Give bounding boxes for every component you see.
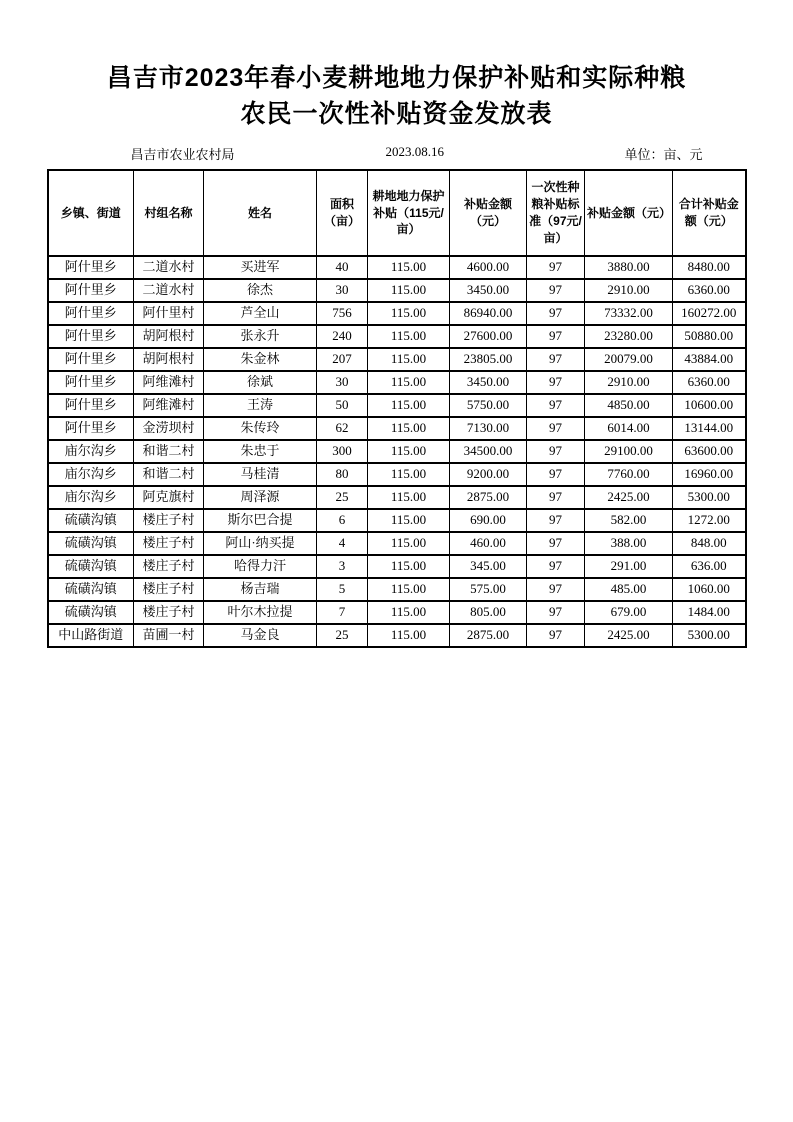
table-cell: 徐斌: [204, 371, 317, 394]
table-cell: 硫磺沟镇: [48, 555, 134, 578]
col-header-name: 姓名: [204, 170, 317, 256]
table-cell: 二道水村: [134, 279, 204, 302]
table-cell: 240: [317, 325, 368, 348]
table-cell: 杨吉瑞: [204, 578, 317, 601]
col-header-protection-amount: 补贴金额（元）: [450, 170, 527, 256]
table-cell: 25: [317, 624, 368, 647]
col-header-village: 村组名称: [134, 170, 204, 256]
table-cell: 和谐二村: [134, 463, 204, 486]
table-cell: 5: [317, 578, 368, 601]
title-line-1: 昌吉市2023年春小麦耕地地力保护补贴和实际种粮: [106, 64, 687, 92]
table-cell: 楼庄子村: [134, 601, 204, 624]
table-cell: 中山路街道: [48, 624, 134, 647]
table-cell: 97: [527, 440, 585, 463]
table-cell: 690.00: [450, 509, 527, 532]
table-cell: 97: [527, 509, 585, 532]
agency-name: 昌吉市农业农村局: [130, 147, 235, 162]
table-cell: 胡阿根村: [134, 325, 204, 348]
table-cell: 97: [527, 601, 585, 624]
table-row: [48, 394, 746, 417]
table-cell: 阿维滩村: [134, 394, 204, 417]
table-cell: 115.00: [368, 279, 450, 302]
table-cell: 阿什里乡: [48, 302, 134, 325]
table-cell: 30: [317, 371, 368, 394]
table-cell: 582.00: [585, 509, 673, 532]
table-cell: 679.00: [585, 601, 673, 624]
table-row: [48, 555, 746, 578]
table-cell: 1060.00: [673, 578, 746, 601]
table-cell: 97: [527, 578, 585, 601]
table-cell: 115.00: [368, 601, 450, 624]
table-header-row: [48, 170, 746, 256]
table-cell: 朱忠于: [204, 440, 317, 463]
table-cell: 庙尔沟乡: [48, 486, 134, 509]
table-cell: 1272.00: [673, 509, 746, 532]
table-row: [48, 417, 746, 440]
table-cell: 97: [527, 325, 585, 348]
table-cell: 27600.00: [450, 325, 527, 348]
table-cell: 苗圃一村: [134, 624, 204, 647]
table-cell: 7: [317, 601, 368, 624]
table-cell: 97: [527, 555, 585, 578]
table-cell: 160272.00: [673, 302, 746, 325]
table-cell: 芦全山: [204, 302, 317, 325]
table-cell: 16960.00: [673, 463, 746, 486]
table-cell: 62: [317, 417, 368, 440]
table-cell: 848.00: [673, 532, 746, 555]
table-cell: 2910.00: [585, 279, 673, 302]
table-cell: 楼庄子村: [134, 532, 204, 555]
table-cell: 115.00: [368, 417, 450, 440]
table-cell: 朱金林: [204, 348, 317, 371]
table-cell: 5750.00: [450, 394, 527, 417]
table-cell: 50: [317, 394, 368, 417]
table-cell: 王涛: [204, 394, 317, 417]
table-cell: 7130.00: [450, 417, 527, 440]
table-cell: 阿什里乡: [48, 394, 134, 417]
table-cell: 朱传玲: [204, 417, 317, 440]
table-cell: 哈得力汗: [204, 555, 317, 578]
table-cell: 楼庄子村: [134, 578, 204, 601]
table-cell: 40: [317, 256, 368, 279]
table-row: [48, 601, 746, 624]
table-cell: 周泽源: [204, 486, 317, 509]
table-cell: 阿什里乡: [48, 279, 134, 302]
table-cell: 2875.00: [450, 486, 527, 509]
table-cell: 115.00: [368, 325, 450, 348]
table-cell: 4: [317, 532, 368, 555]
table-cell: 硫磺沟镇: [48, 532, 134, 555]
table-cell: 6360.00: [673, 279, 746, 302]
table-cell: 34500.00: [450, 440, 527, 463]
table-cell: 买进军: [204, 256, 317, 279]
table-cell: 斯尔巴合提: [204, 509, 317, 532]
table-cell: 2910.00: [585, 371, 673, 394]
table-row: [48, 578, 746, 601]
table-row: [48, 486, 746, 509]
table-cell: 阿什里乡: [48, 256, 134, 279]
table-cell: 23805.00: [450, 348, 527, 371]
table-cell: 5300.00: [673, 486, 746, 509]
table-row: [48, 256, 746, 279]
table-cell: 4600.00: [450, 256, 527, 279]
table-cell: 马桂清: [204, 463, 317, 486]
table-cell: 和谐二村: [134, 440, 204, 463]
table-cell: 63600.00: [673, 440, 746, 463]
table-cell: 97: [527, 371, 585, 394]
table-body: [48, 256, 746, 647]
col-header-area: 面积（亩）: [317, 170, 368, 256]
table-cell: 97: [527, 624, 585, 647]
page-title: [0, 0, 793, 132]
table-cell: 485.00: [585, 578, 673, 601]
table-cell: 4850.00: [585, 394, 673, 417]
table-cell: 97: [527, 279, 585, 302]
table-cell: 阿什里村: [134, 302, 204, 325]
unit-label: 单位：亩、元: [624, 147, 703, 162]
table-cell: 97: [527, 394, 585, 417]
table-cell: 楼庄子村: [134, 509, 204, 532]
col-header-township: 乡镇、街道: [48, 170, 134, 256]
table-cell: 3: [317, 555, 368, 578]
table-row: [48, 302, 746, 325]
col-header-onetime-amount: 补贴金额（元）: [585, 170, 673, 256]
table-cell: 388.00: [585, 532, 673, 555]
table-cell: 3450.00: [450, 371, 527, 394]
table-cell: 575.00: [450, 578, 527, 601]
table-cell: 3880.00: [585, 256, 673, 279]
table-cell: 徐杰: [204, 279, 317, 302]
table-row: [48, 325, 746, 348]
table-cell: 115.00: [368, 578, 450, 601]
col-header-total-amount: 合计补贴金额（元）: [673, 170, 746, 256]
table-cell: 二道水村: [134, 256, 204, 279]
table-cell: 2875.00: [450, 624, 527, 647]
table-cell: 756: [317, 302, 368, 325]
table-cell: 115.00: [368, 394, 450, 417]
table-row: [48, 532, 746, 555]
table-cell: 13144.00: [673, 417, 746, 440]
col-header-onetime-rate: 一次性种粮补贴标准（97元/亩）: [527, 170, 585, 256]
table-cell: 庙尔沟乡: [48, 440, 134, 463]
table-cell: 阿维滩村: [134, 371, 204, 394]
table-cell: 291.00: [585, 555, 673, 578]
table-cell: 硫磺沟镇: [48, 509, 134, 532]
table-row: [48, 463, 746, 486]
table-cell: 115.00: [368, 532, 450, 555]
table-cell: 2425.00: [585, 624, 673, 647]
table-cell: 97: [527, 302, 585, 325]
subsidy-table: [47, 169, 747, 648]
table-cell: 97: [527, 348, 585, 371]
table-cell: 97: [527, 256, 585, 279]
table-cell: 叶尔木拉提: [204, 601, 317, 624]
table-cell: 86940.00: [450, 302, 527, 325]
table-cell: 硫磺沟镇: [48, 601, 134, 624]
table-cell: 阿什里乡: [48, 371, 134, 394]
table-cell: 6014.00: [585, 417, 673, 440]
table-cell: 23280.00: [585, 325, 673, 348]
table-cell: 115.00: [368, 486, 450, 509]
table-cell: 345.00: [450, 555, 527, 578]
table-cell: 115.00: [368, 463, 450, 486]
table-row: [48, 624, 746, 647]
report-date: 2023.08.16: [385, 144, 444, 159]
table-cell: 马金良: [204, 624, 317, 647]
table-cell: 97: [527, 463, 585, 486]
table-cell: 8480.00: [673, 256, 746, 279]
table-cell: 115.00: [368, 256, 450, 279]
table-cell: 2425.00: [585, 486, 673, 509]
table-cell: 636.00: [673, 555, 746, 578]
table-cell: 115.00: [368, 624, 450, 647]
table-cell: 43884.00: [673, 348, 746, 371]
meta-row: [48, 144, 746, 162]
table-row: [48, 440, 746, 463]
table-cell: 楼庄子村: [134, 555, 204, 578]
table-cell: 97: [527, 486, 585, 509]
table-cell: 6360.00: [673, 371, 746, 394]
table-cell: 460.00: [450, 532, 527, 555]
table-cell: 97: [527, 417, 585, 440]
table-cell: 115.00: [368, 440, 450, 463]
table-cell: 6: [317, 509, 368, 532]
table-cell: 3450.00: [450, 279, 527, 302]
table-cell: 阿山·纳买提: [204, 532, 317, 555]
table-cell: 115.00: [368, 509, 450, 532]
table-cell: 5300.00: [673, 624, 746, 647]
title-line-2: 农民一次性补贴资金发放表: [240, 100, 553, 128]
table-cell: 805.00: [450, 601, 527, 624]
table-cell: 115.00: [368, 348, 450, 371]
table-cell: 97: [527, 532, 585, 555]
table-cell: 80: [317, 463, 368, 486]
table-cell: 金涝坝村: [134, 417, 204, 440]
table-cell: 9200.00: [450, 463, 527, 486]
table-cell: 1484.00: [673, 601, 746, 624]
table-cell: 29100.00: [585, 440, 673, 463]
table-row: [48, 279, 746, 302]
table-cell: 115.00: [368, 371, 450, 394]
table-cell: 73332.00: [585, 302, 673, 325]
table-cell: 20079.00: [585, 348, 673, 371]
table-cell: 25: [317, 486, 368, 509]
table-cell: 阿什里乡: [48, 348, 134, 371]
table-cell: 庙尔沟乡: [48, 463, 134, 486]
table-cell: 115.00: [368, 302, 450, 325]
table-row: [48, 509, 746, 532]
table-cell: 张永升: [204, 325, 317, 348]
table-cell: 7760.00: [585, 463, 673, 486]
table-cell: 50880.00: [673, 325, 746, 348]
table-cell: 硫磺沟镇: [48, 578, 134, 601]
table-cell: 阿克旗村: [134, 486, 204, 509]
table-row: [48, 348, 746, 371]
table-cell: 胡阿根村: [134, 348, 204, 371]
table-cell: 207: [317, 348, 368, 371]
table-cell: 阿什里乡: [48, 325, 134, 348]
table-cell: 30: [317, 279, 368, 302]
table-row: [48, 371, 746, 394]
table-cell: 115.00: [368, 555, 450, 578]
table-cell: 300: [317, 440, 368, 463]
table-cell: 阿什里乡: [48, 417, 134, 440]
col-header-protection-rate: 耕地地力保护补贴（115元/亩）: [368, 170, 450, 256]
table-cell: 10600.00: [673, 394, 746, 417]
